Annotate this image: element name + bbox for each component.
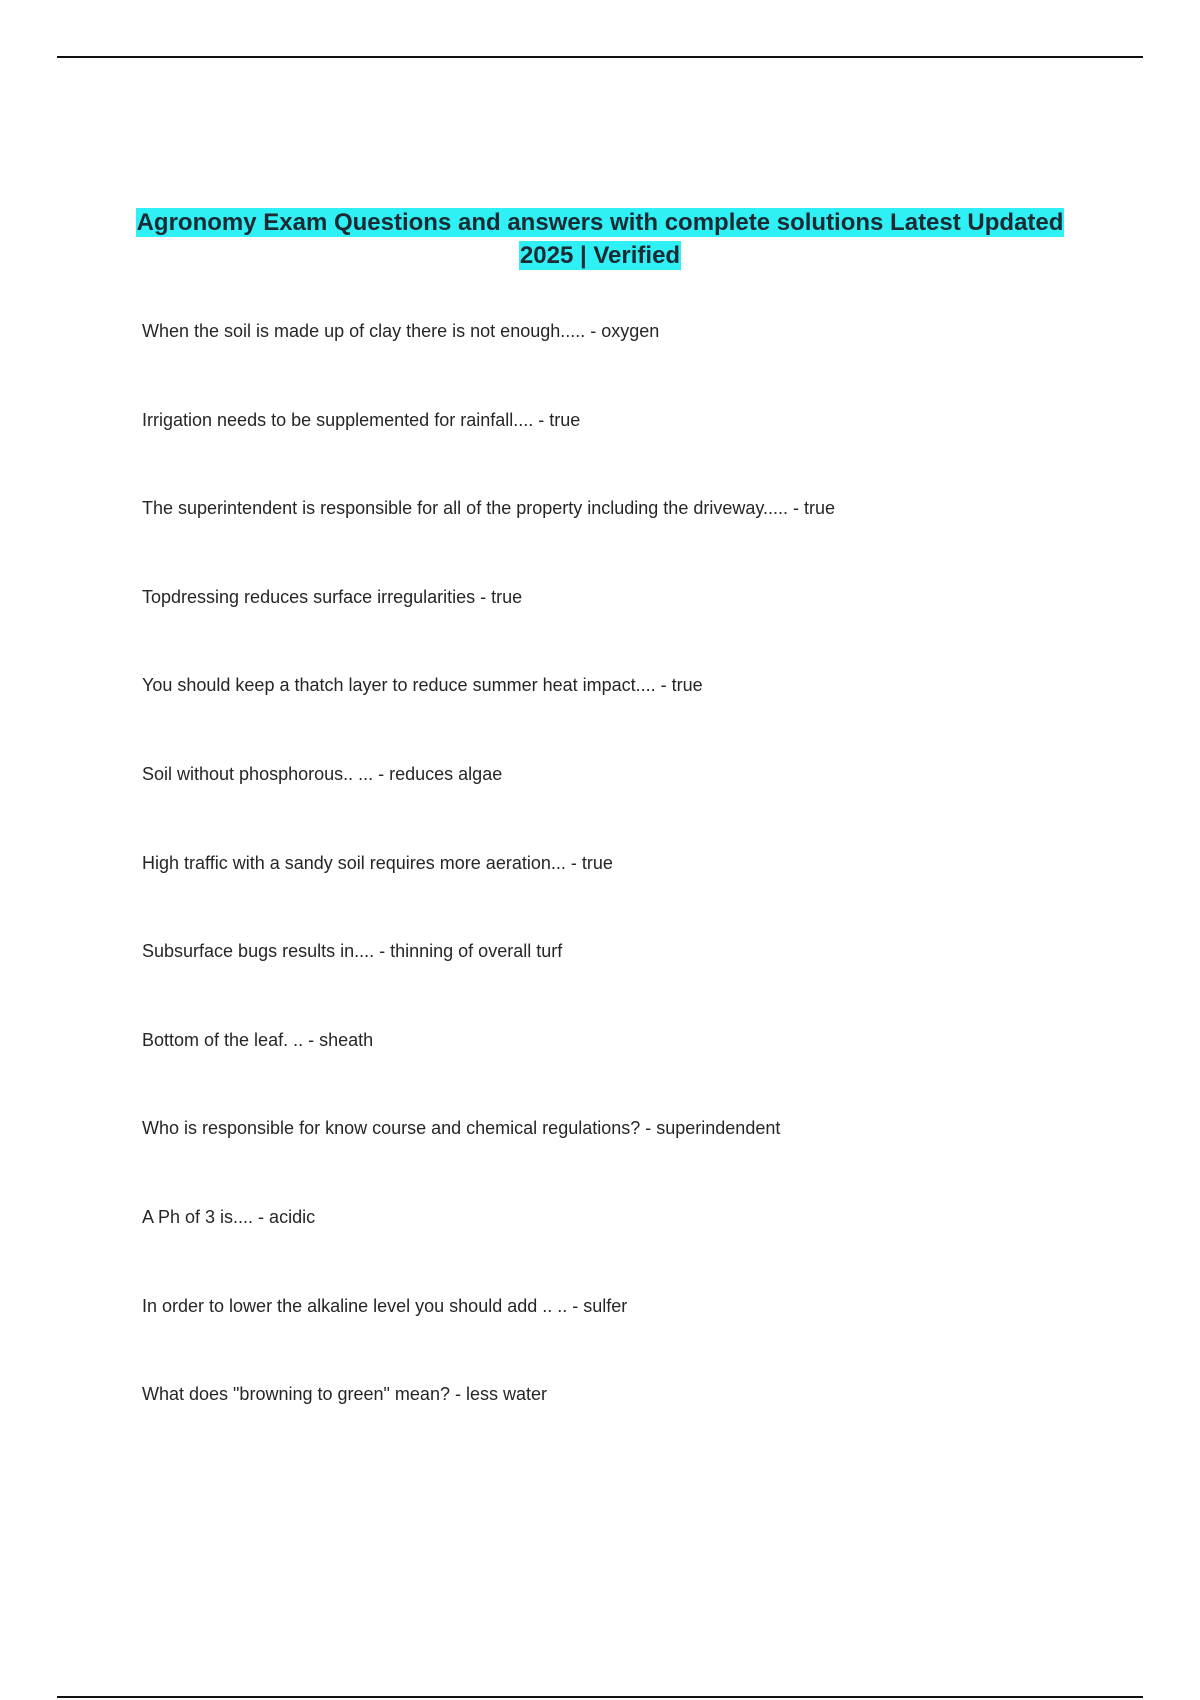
qa-item: High traffic with a sandy soil requires more aeration... - true: [142, 852, 613, 873]
qa-item: What does "browning to green" mean? - less water: [142, 1384, 547, 1405]
qa-item: In order to lower the alkaline level you should add .. .. - sulfer: [142, 1295, 628, 1316]
document-title: [120, 206, 1080, 272]
qa-item: Subsurface bugs results in.... - thinning of overall turf: [142, 941, 563, 962]
qa-item: The superintendent is responsible for all of the property including the driveway..... - true: [142, 498, 836, 519]
qa-item: Irrigation needs to be supplemented for rainfall.... - true: [142, 409, 581, 430]
title-line-1: Agronomy Exam Questions and answers with complete solutions Latest Updated: [136, 209, 1064, 236]
qa-item: A Ph of 3 is.... - acidic: [142, 1206, 316, 1227]
qa-item: Who is responsible for know course and chemical regulations? - superindendent: [142, 1118, 781, 1139]
qa-item: You should keep a thatch layer to reduce summer heat impact.... - true: [142, 675, 703, 696]
title-line-2: 2025 | Verified: [519, 242, 681, 269]
qa-item: When the soil is made up of clay there is not enough..... - oxygen: [142, 321, 660, 341]
bottom-rule: [57, 1696, 1143, 1698]
qa-item: Topdressing reduces surface irregularities - true: [142, 586, 523, 607]
qa-item: Bottom of the leaf. .. - sheath: [142, 1029, 374, 1050]
top-rule: [57, 56, 1143, 58]
qa-item: Soil without phosphorous.. ... - reduces algae: [142, 763, 503, 784]
question-answer-list: [142, 319, 1142, 1471]
